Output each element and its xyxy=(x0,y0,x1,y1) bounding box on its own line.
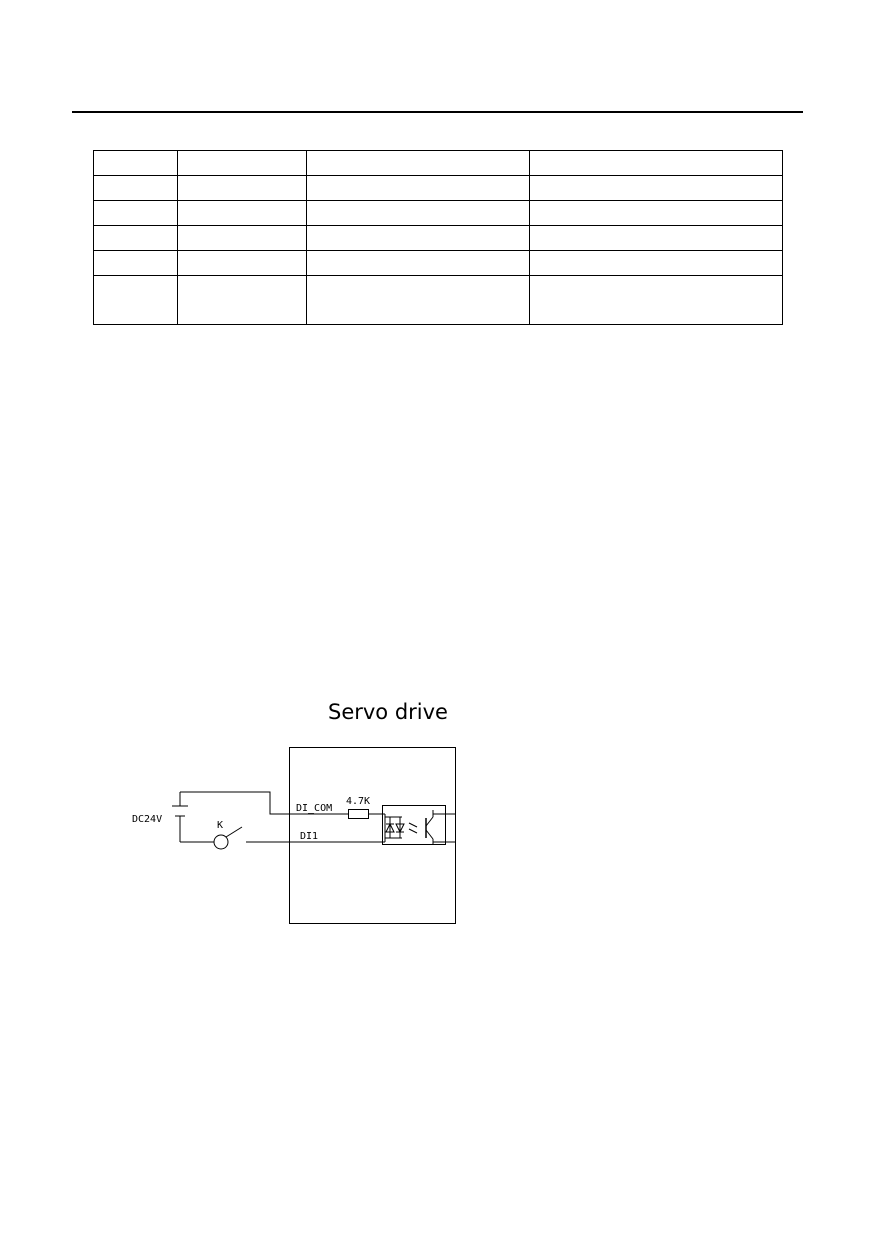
table-cell xyxy=(307,251,530,276)
di-com-label: DI_COM xyxy=(296,803,333,814)
table-cell xyxy=(530,226,783,251)
table-cell xyxy=(94,176,178,201)
table-cell xyxy=(307,151,530,176)
switch-arm xyxy=(226,827,242,837)
optocoupler xyxy=(383,806,446,845)
switch-label: K xyxy=(217,820,224,831)
table-cell xyxy=(530,201,783,226)
table-cell xyxy=(94,226,178,251)
table-cell xyxy=(530,176,783,201)
table-cell xyxy=(178,151,307,176)
table-cell xyxy=(530,151,783,176)
table-cell xyxy=(307,226,530,251)
table-cell xyxy=(178,251,307,276)
table-cell xyxy=(94,251,178,276)
table-cell xyxy=(307,176,530,201)
table-row xyxy=(94,201,783,226)
header-rule xyxy=(72,111,803,113)
resistor xyxy=(349,810,369,819)
table-cell xyxy=(94,201,178,226)
table-row xyxy=(94,176,783,201)
table-cell xyxy=(530,276,783,325)
wiring-diagram xyxy=(120,740,465,930)
diagram-title: Servo drive xyxy=(328,700,448,724)
table-row xyxy=(94,251,783,276)
table-row xyxy=(94,226,783,251)
table-row xyxy=(94,276,783,325)
dc24v-label: DC24V xyxy=(132,814,163,825)
table-cell xyxy=(178,276,307,325)
di1-label: DI1 xyxy=(300,831,319,842)
table-cell xyxy=(178,226,307,251)
table-cell xyxy=(307,201,530,226)
table-cell xyxy=(178,201,307,226)
resistor-label: 4.7K xyxy=(346,796,371,807)
table-row xyxy=(94,151,783,176)
table-cell xyxy=(307,276,530,325)
table-cell xyxy=(178,176,307,201)
spec-table xyxy=(93,150,783,325)
table-cell xyxy=(94,276,178,325)
table-cell xyxy=(94,151,178,176)
switch-k xyxy=(214,835,228,849)
table-cell xyxy=(530,251,783,276)
